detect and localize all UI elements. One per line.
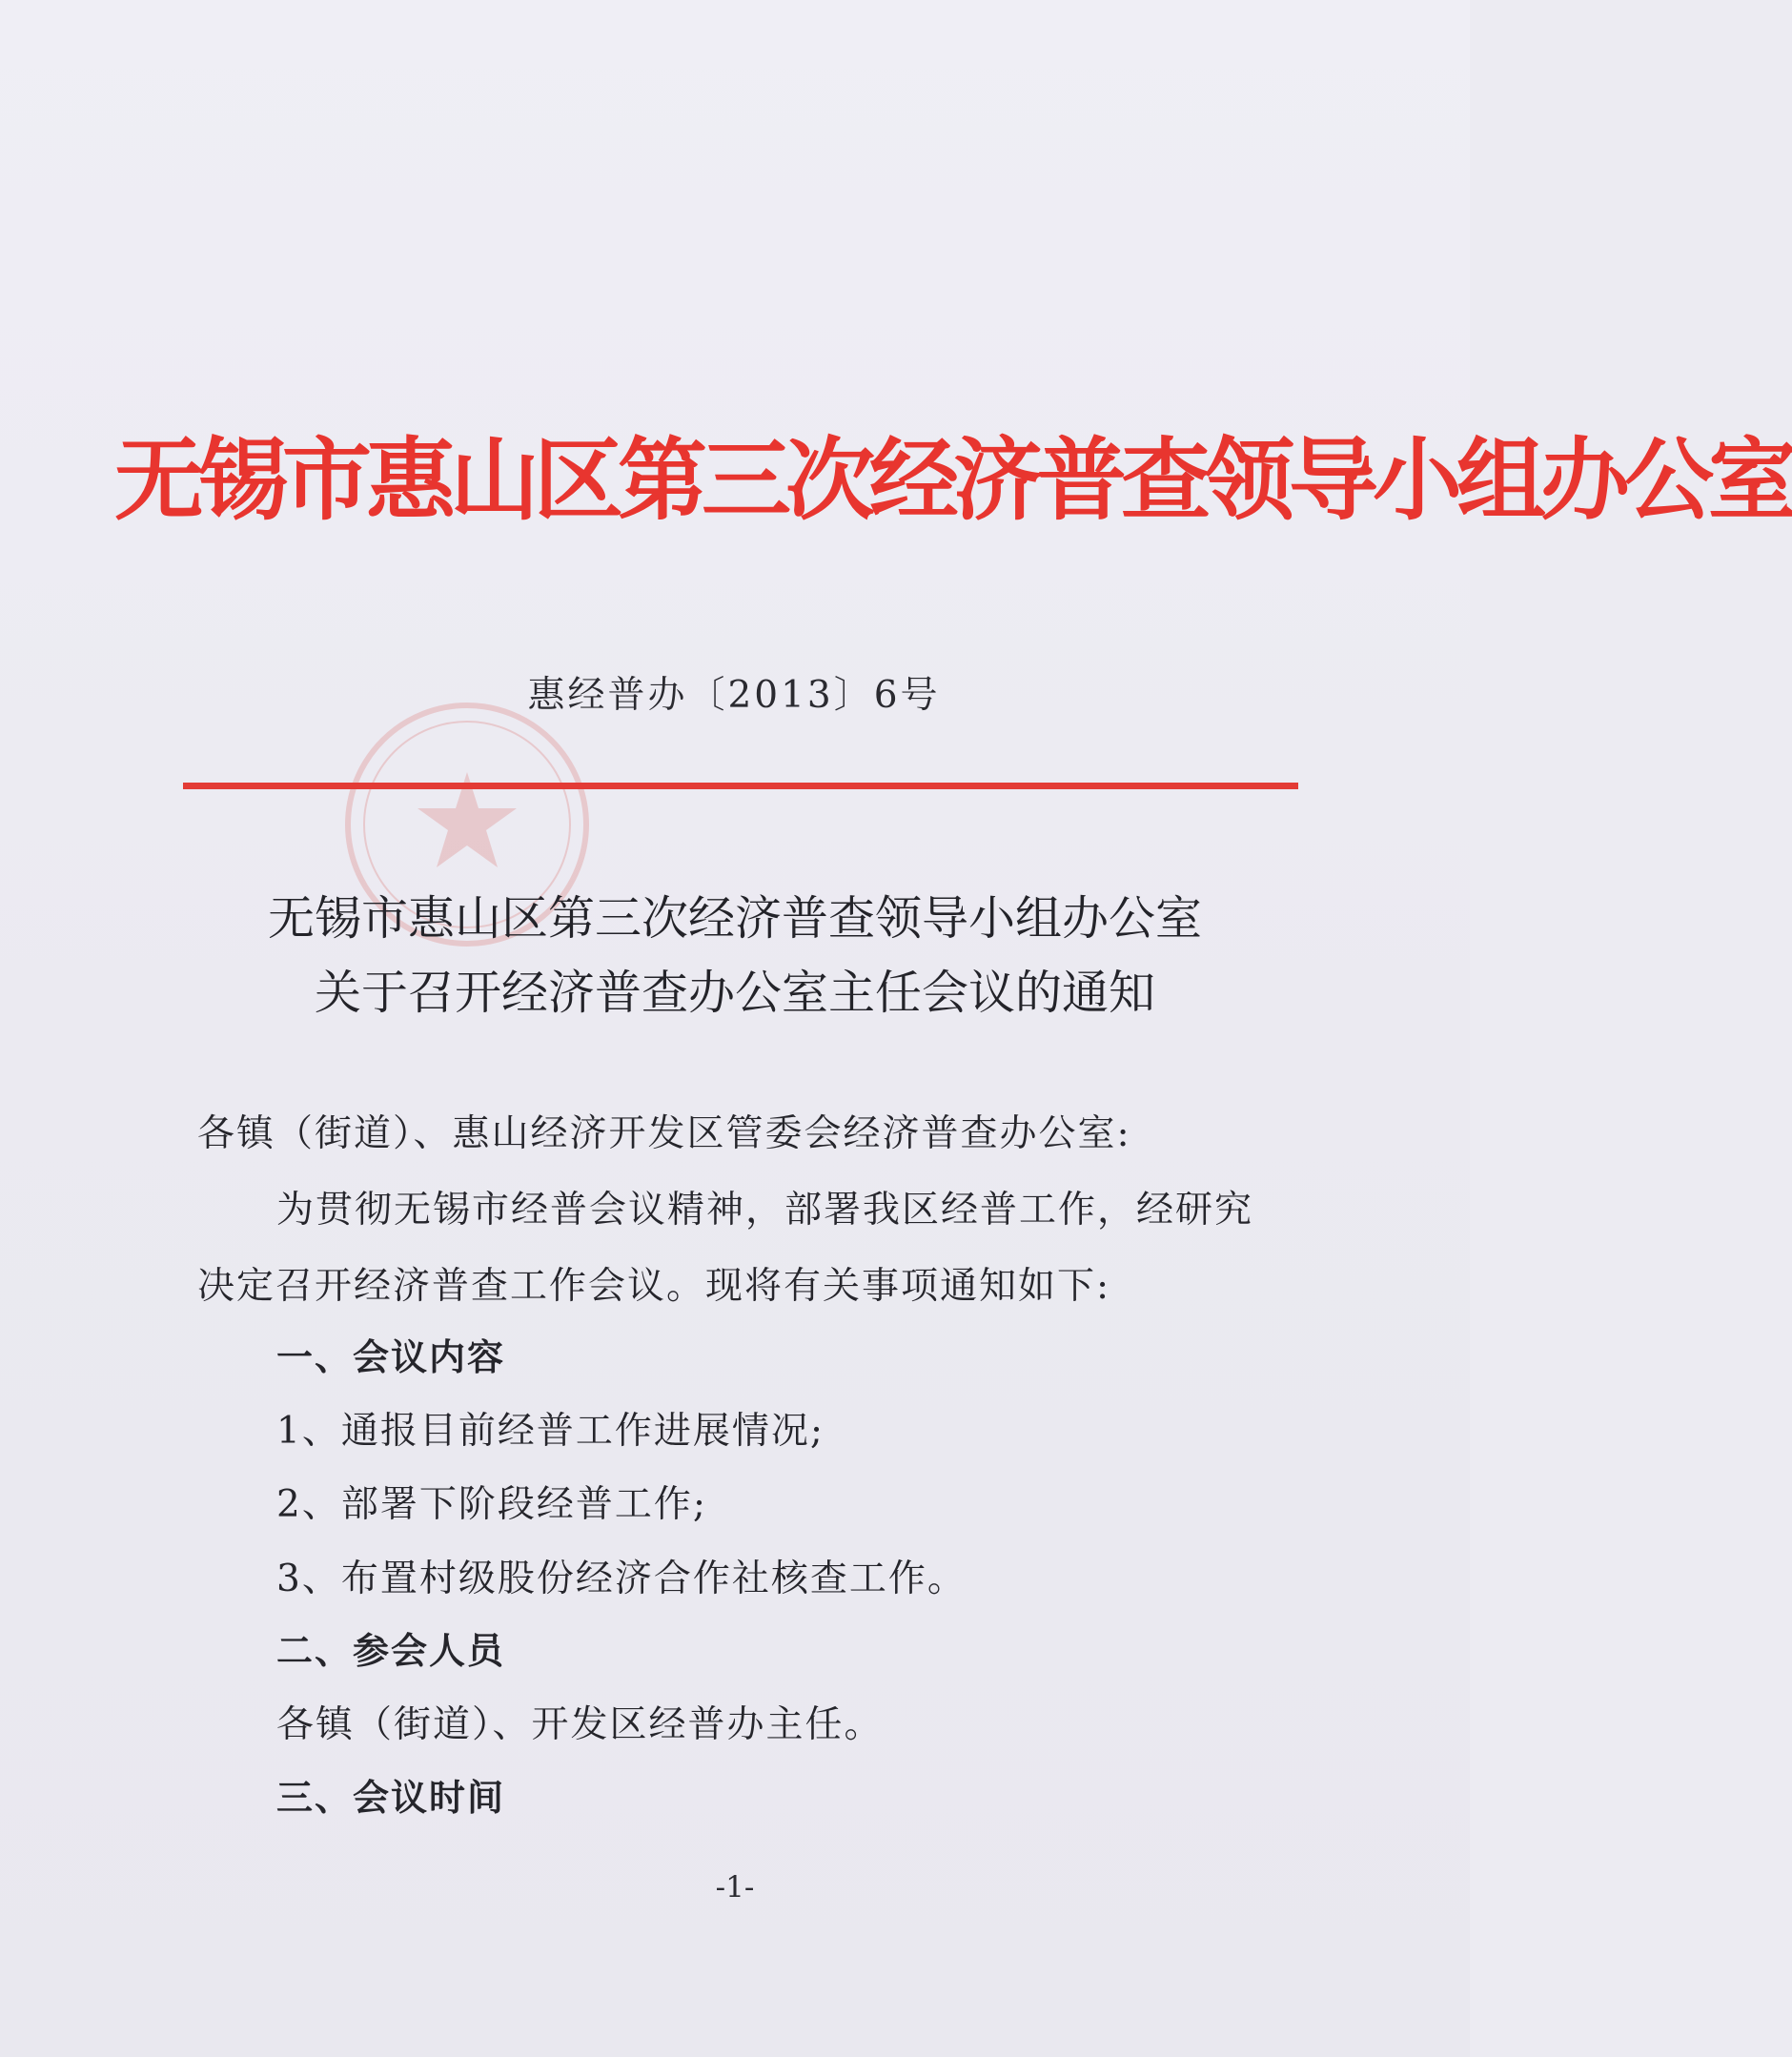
content-item-1: 1、通报目前经普工作进展情况; xyxy=(276,1410,825,1453)
page-number: -1- xyxy=(715,1870,755,1904)
salutation: 各镇（街道）、惠山经济开发区管委会经济普查办公室: xyxy=(197,1112,1131,1155)
section-heading-meeting-time: 三、会议时间 xyxy=(276,1777,506,1819)
intro-paragraph-line-2: 决定召开经济普查工作会议。现将有关事项通知如下: xyxy=(197,1265,1111,1308)
intro-paragraph-line-1: 为贯彻无锡市经普会议精神，部署我区经普工作，经研究 xyxy=(276,1189,1254,1232)
notice-title-line-2: 关于召开经济普查办公室主任会议的通知 xyxy=(314,966,1155,1020)
content-item-2: 2、部署下阶段经普工作; xyxy=(276,1483,707,1526)
notice-title xyxy=(143,882,1327,1030)
letterhead-org-name: 无锡市惠山区第三次经济普查领导小组办公室 xyxy=(114,429,1792,533)
notice-title-line-1: 无锡市惠山区第三次经济普查领导小组办公室 xyxy=(267,891,1202,946)
attendees-text: 各镇（街道）、开发区经普办主任。 xyxy=(276,1703,884,1746)
section-heading-attendees: 二、参会人员 xyxy=(276,1630,506,1672)
red-divider-rule xyxy=(183,783,1298,789)
content-item-3: 3、布置村级股份经济合作社核查工作。 xyxy=(276,1558,967,1600)
document-number: 惠经普办〔2013〕6号 xyxy=(527,674,941,717)
section-heading-meeting-content: 一、会议内容 xyxy=(276,1336,506,1378)
